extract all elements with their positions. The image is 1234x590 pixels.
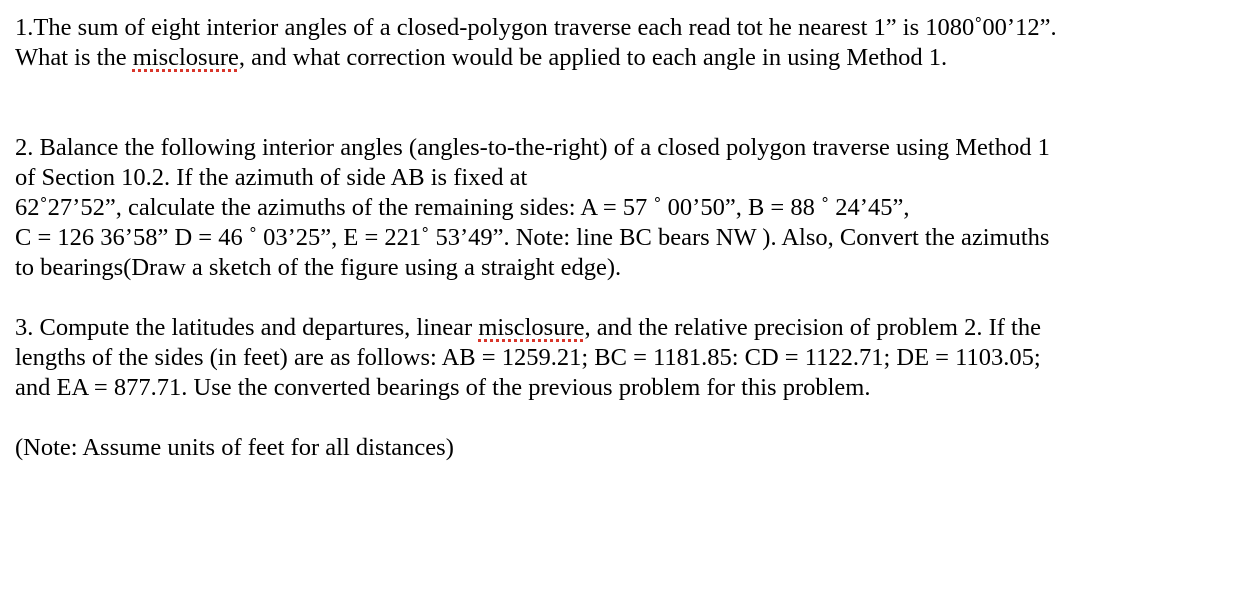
problem-1-line-2-end: , and what correction would be applied to each angle in using Method 1.	[238, 44, 948, 71]
units-note-text: (Note: Assume units of feet for all distances)	[15, 434, 454, 461]
problem-2-line-1: 2. Balance the following interior angles (angles-to-the-right) of a closed polygon traverse using Method 1	[15, 134, 1050, 161]
problem-1-line-2	[15, 43, 1220, 73]
problem-3-line-2: lengths of the sides (in feet) are as follows: AB = 1259.21; BC = 1181.85: CD = 1122.71; DE = 1103.05;	[15, 344, 1041, 371]
problem-3-line-1-start: 3. Compute the latitudes and departures, linear	[15, 314, 479, 341]
problem-1-line-2-start: What is the	[15, 44, 133, 71]
problem-3	[15, 313, 1220, 403]
problem-3-line-1	[15, 313, 1220, 343]
document-body	[15, 13, 1220, 463]
problem-3-line-1-end: , and the relative precision of problem 2. If the	[584, 314, 1041, 341]
problem-1	[15, 13, 1220, 73]
problem-2-line-3: 62˚27’52”, calculate the azimuths of the remaining sides: A = 57 ˚ 00’50”, B = 88 ˚ 24’45”,	[15, 194, 910, 221]
spellcheck-flagged-word[interactable]: misclosure	[478, 314, 585, 341]
problem-2-line-5: to bearings(Draw a sketch of the figure using a straight edge).	[15, 254, 622, 281]
problem-3-line-3: and EA = 877.71. Use the converted bearings of the previous problem for this problem.	[15, 374, 871, 401]
problem-2-line-4: C = 126 36’58” D = 46 ˚ 03’25”, E = 221˚ 53’49”. Note: line BC bears NW ). Also, Convert the azimuths	[15, 224, 1050, 251]
spellcheck-flagged-word[interactable]: misclosure	[132, 44, 239, 71]
problem-2-line-2: of Section 10.2. If the azimuth of side AB is fixed at	[15, 164, 528, 191]
units-note	[15, 433, 1220, 463]
problem-2	[15, 133, 1220, 283]
problem-1-line-1: 1.The sum of eight interior angles of a closed-polygon traverse each read tot he nearest 1” is 1080˚00’12”.	[15, 14, 1057, 41]
